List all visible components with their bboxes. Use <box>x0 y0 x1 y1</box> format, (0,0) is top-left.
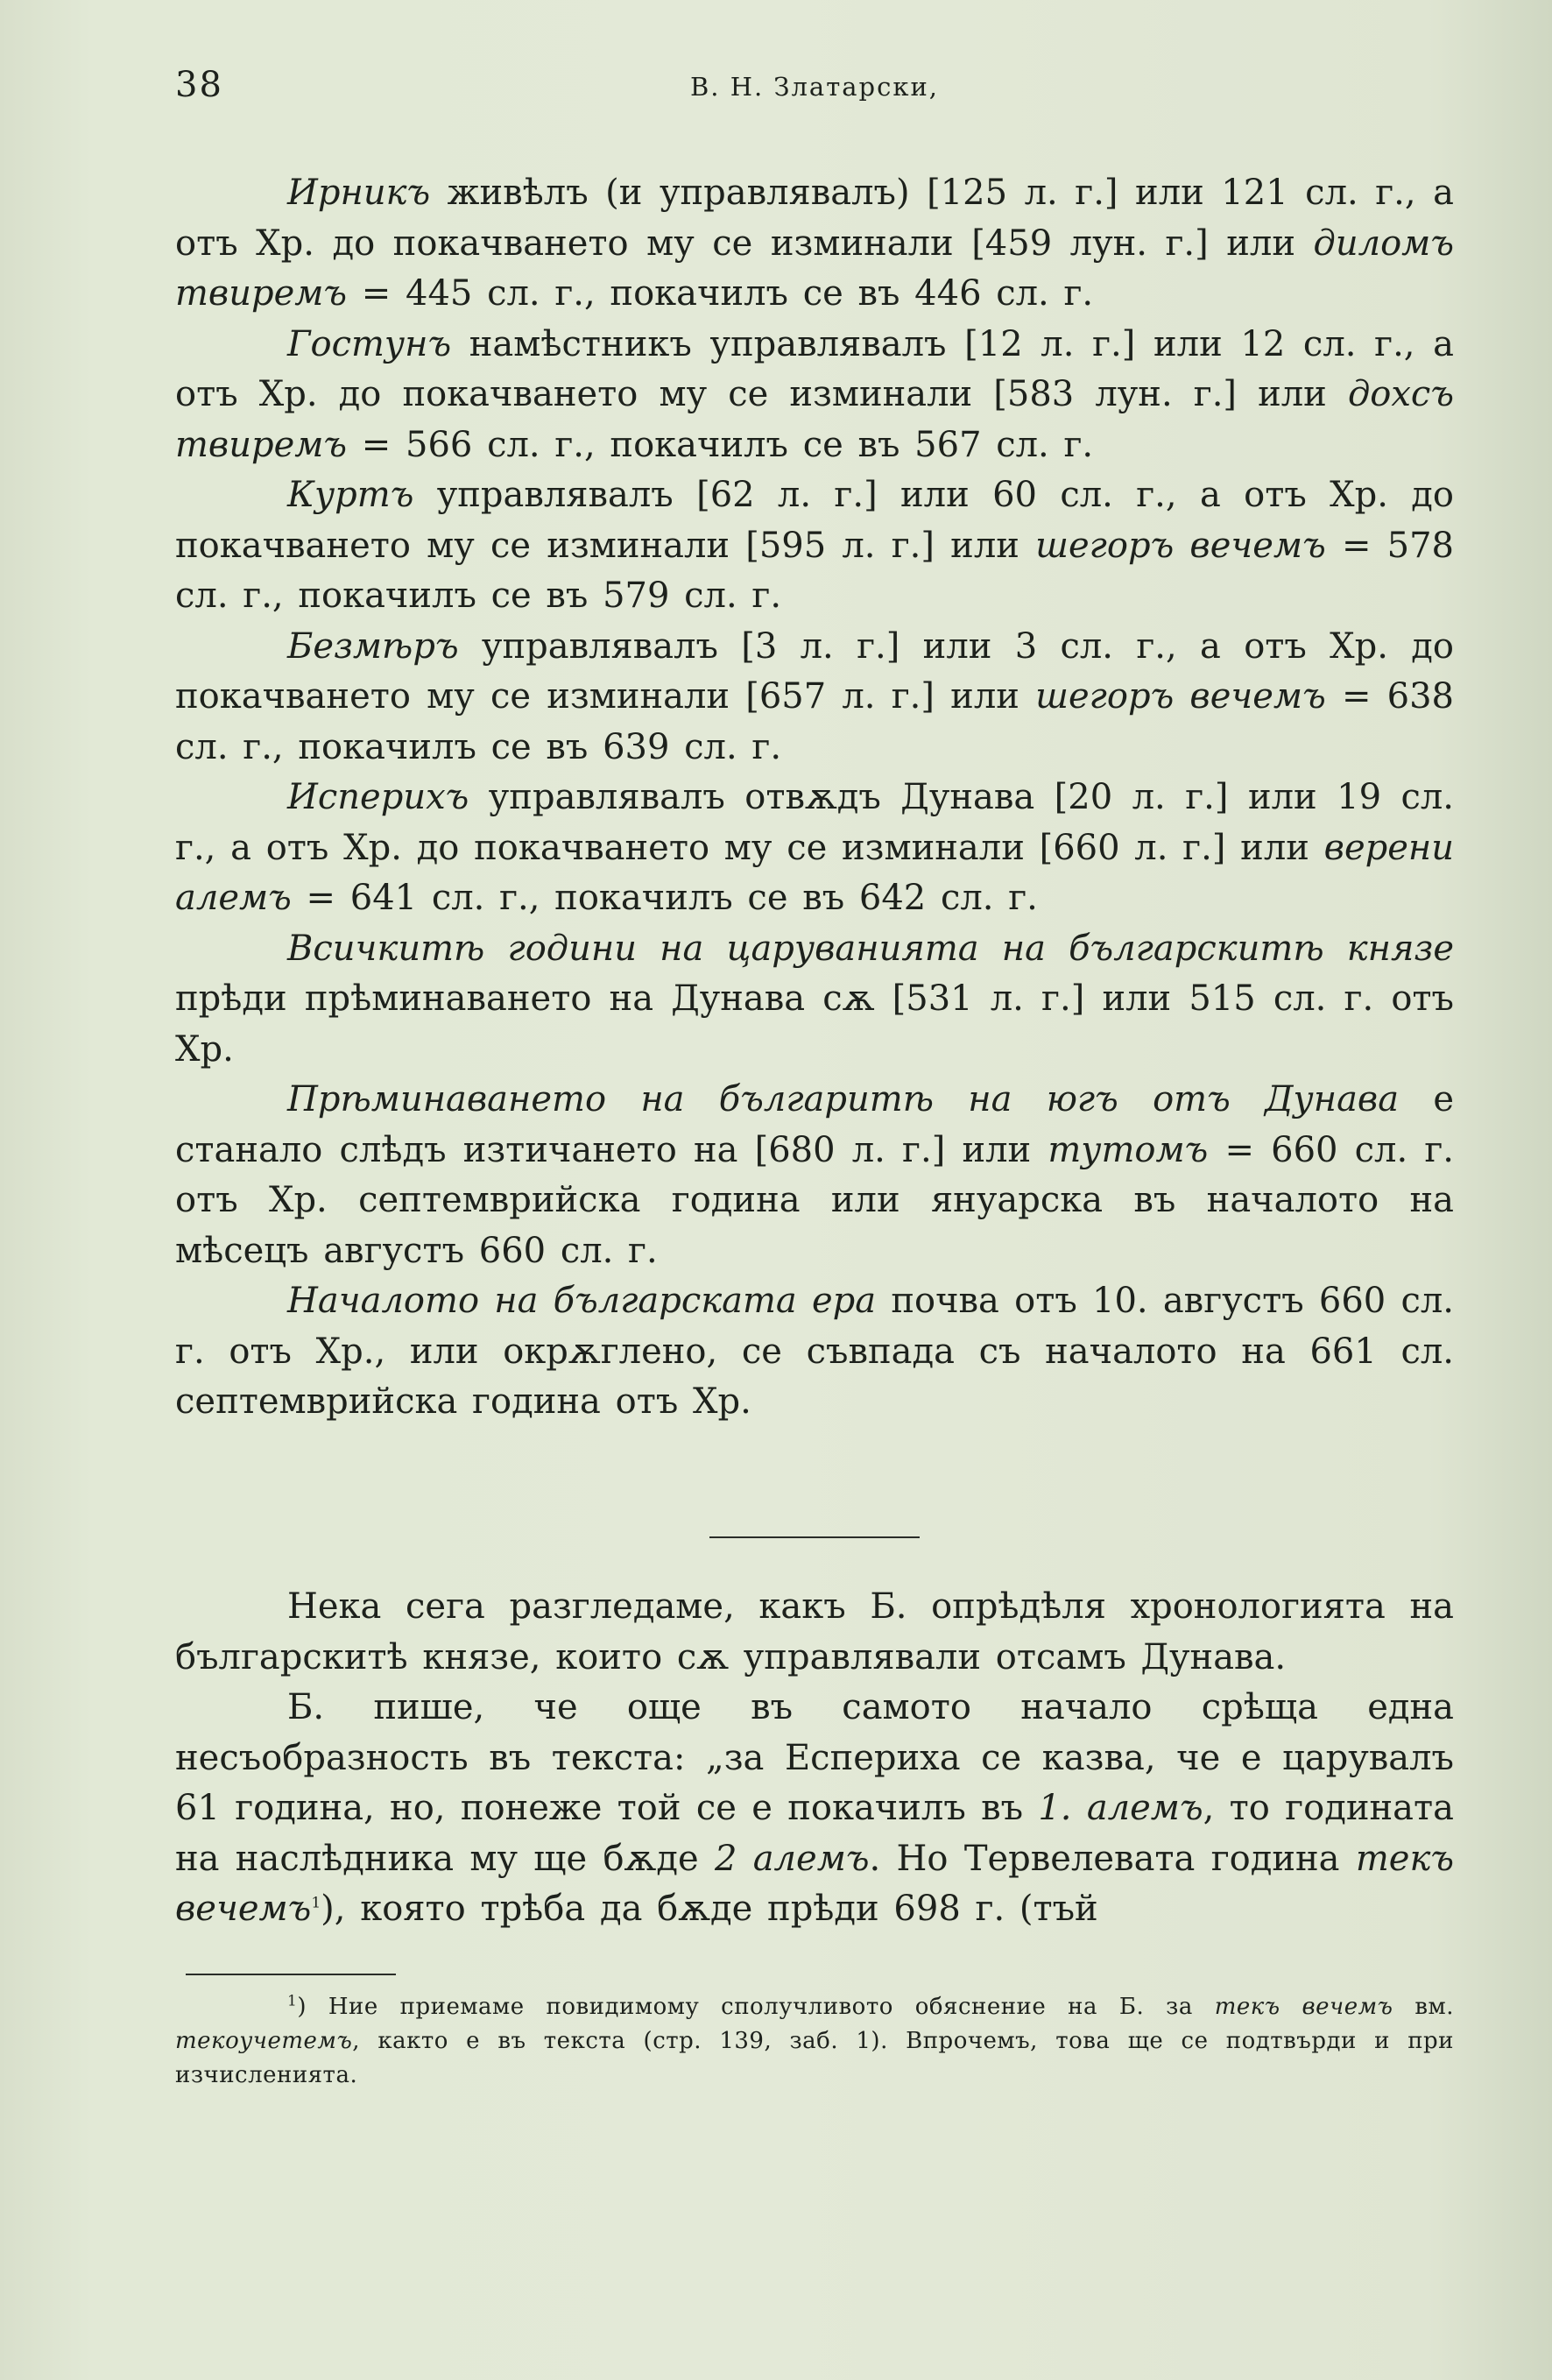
paragraph-era-start <box>175 1276 1454 1428</box>
bulgar-term: шегоръ вечемъ <box>1035 676 1326 717</box>
bulgar-term: шегоръ вечемъ <box>1035 525 1326 566</box>
paragraph-text: = 660 сл. г. отъ Хр. септемврийска година или януарска въ началото на мѣсецъ августъ 660 сл. г. <box>175 1129 1454 1271</box>
paragraph-text: . Но Тервелевата година <box>869 1838 1356 1879</box>
paragraph-text: Б. пише, че още въ самото начало срѣща една несъобразность въ текста: „за Еспериха се казва, че е царувалъ 61 година, но, понеже той се е покачилъ въ <box>175 1687 1454 1828</box>
paragraph-isperih <box>175 773 1454 924</box>
paragraph-text: = 641 сл. г., покачилъ се въ 642 сл. г. <box>291 878 1038 918</box>
paragraph-text: , то годината на наслѣдника му ще бѫде <box>175 1788 1454 1879</box>
bulgar-term: 1. алемъ <box>1038 1788 1203 1828</box>
paragraph-text: = 566 сл. г., покачилъ се въ 567 сл. г. <box>347 424 1094 465</box>
footnote-text: , както е въ текста (стр. 139, заб. 1). Впрочемъ, това ще се подтвърди и при изчисленията. <box>175 2028 1454 2088</box>
paragraph-text: управлявалъ отвѫдъ Дунава [20 л. г.] или 19 сл. г., а отъ Хр. до покачването му се изминали [660 л. г.] или <box>175 777 1454 868</box>
italic-lead: Всичкитѣ години на царуванията на българскитѣ князе <box>287 928 1454 969</box>
paragraph-text: прѣди прѣминаването на Дунава сѫ [531 л. г.] или 515 сл. г. отъ Хр. <box>175 978 1454 1070</box>
running-head: В. Н. Златарски, <box>689 72 940 102</box>
paragraph-all-years <box>175 924 1454 1076</box>
ruler-name: Куртъ <box>287 475 414 515</box>
paragraph-text: = 578 сл. г., покачилъ се въ 579 сл. г. <box>175 525 1455 616</box>
paragraph-text: управлявалъ [3 л. г.] или 3 сл. г., а отъ Хр. до покачването му се изминали [657 л. г.] или <box>175 625 1454 717</box>
footnote-divider <box>186 1974 396 1975</box>
bulgar-term: текъ вечемъ <box>175 1838 1454 1929</box>
italic-lead: Прѣминаването на българитѣ на югъ отъ Дунава <box>287 1079 1400 1119</box>
paragraph-b-writes <box>175 1683 1454 1935</box>
ruler-name: Гостунъ <box>287 323 452 364</box>
paragraph-text: управлявалъ [62 л. г.] или 60 сл. г., а отъ Хр. до покачването му се изминали [595 л. г.] или <box>175 475 1454 566</box>
page-header <box>175 61 1454 114</box>
paragraph-crossing <box>175 1075 1454 1276</box>
ruler-name: Ирникъ <box>287 173 431 213</box>
bulgar-term: текоучетемъ <box>175 2028 353 2054</box>
footnote-text: вм. <box>1393 1994 1454 2020</box>
paragraph-text: = 445 сл. г., покачилъ се въ 446 сл. г. <box>347 273 1094 314</box>
chronology-list <box>175 168 1454 1428</box>
paragraph-text: ), която трѣба да бѫде прѣди 698 г. (тъй <box>321 1889 1098 1929</box>
paragraph-text: почва отъ 10. августъ 660 сл. г. отъ Хр., или окрѫглено, се съвпада съ началото на 661 сл. септемврийска година отъ Хр. <box>175 1281 1454 1422</box>
ruler-name: Безмѣръ <box>287 625 459 667</box>
bulgar-term: диломъ твиремъ <box>175 222 1454 314</box>
paragraph-gostun <box>175 320 1454 471</box>
paragraph-intro: Нека сега разгледаме, какъ Б. опрѣдѣля хронологията на българскитѣ князе, които сѫ управлявали отсамъ Дунава. <box>175 1586 1454 1677</box>
italic-lead: Началото на българската ера <box>287 1281 877 1321</box>
bulgar-term: текъ вечемъ <box>1214 1994 1393 2020</box>
paragraph-text: живѣлъ (и управлявалъ) [125 л. г.] или 121 сл. г., а отъ Хр. до покачването му се изминали [459 лун. г.] или <box>175 173 1454 264</box>
paragraph-text: намѣстникъ управлявалъ [12 л. г.] или 12 сл. г., а отъ Хр. до покачването му се изминали [583 лун. г.] или <box>175 323 1454 414</box>
page-number: 38 <box>175 65 223 105</box>
bulgar-term: верени алемъ <box>175 827 1454 918</box>
ruler-name: Исперихъ <box>287 777 469 817</box>
paragraph-bezmer <box>175 622 1454 773</box>
discussion-section <box>175 1582 1454 1935</box>
section-divider <box>709 1536 920 1538</box>
paragraph-irnik <box>175 168 1454 320</box>
bulgar-term: 2 алемъ <box>714 1838 870 1879</box>
bulgar-term: дохсъ твиремъ <box>175 374 1454 465</box>
footnote-marker: 1 <box>287 1992 298 2010</box>
footnote-text: ) Ние приемаме повидимому сполучливото обяснение на Б. за <box>297 1994 1215 2020</box>
footnote-reference[interactable]: 1 <box>311 1894 321 1912</box>
paragraph-kurt <box>175 470 1454 622</box>
paragraph-text: е станало слѣдъ изтичането на [680 л. г.] или <box>175 1079 1455 1170</box>
bulgar-term: тутомъ <box>1048 1129 1209 1170</box>
paragraph-text: = 638 сл. г., покачилъ се въ 639 сл. г. <box>175 676 1455 767</box>
footnote <box>175 1990 1454 2093</box>
